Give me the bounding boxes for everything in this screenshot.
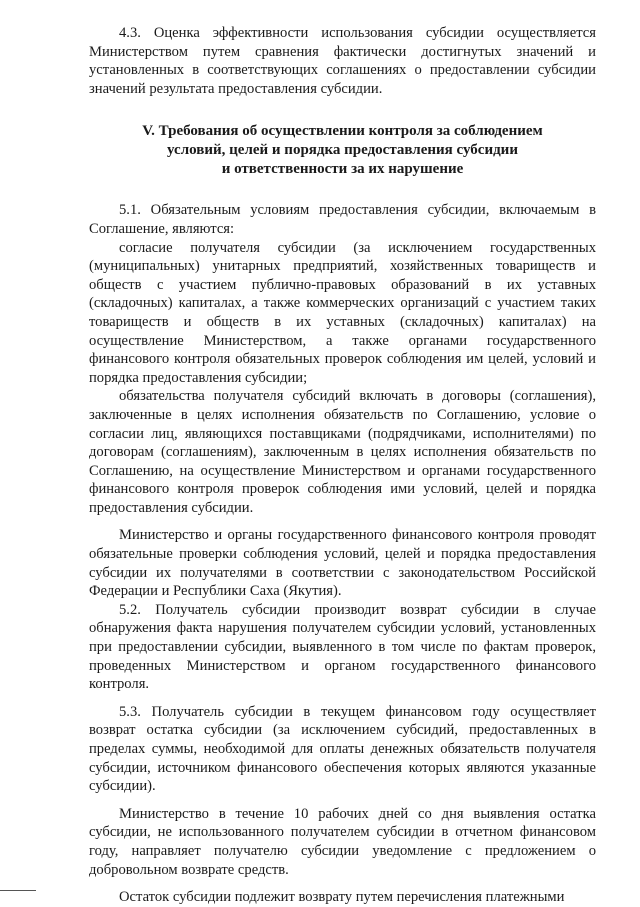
paragraph-notice: Министерство в течение 10 рабочих дней со дня выявления остатка субсидии, не использованного получателем субсидии в отчетном финансовом году, направляет получателю субсидии уведомление с предложением о добровольном возврате средств. [89,805,596,878]
section-heading-line-2: условий, целей и порядка предоставления субсидии [167,142,518,159]
paragraph-obligations: обязательства получателя субсидий включать в договоры (соглашения), заключенные в целях исполнения обязательств по Соглашению, условие о согласии лиц, являющихся поставщиками (подрядчиками, исполнителями) по договорам (соглашениям), заключенным в целях исполнения обязательств по Соглашению, на осуществление Министерством и органами государственного финансового контроля проверок соблюдения ими условий, целей и порядка предоставления субсидии. [89,388,596,516]
paragraph-4-3: 4.3. Оценка эффективности использования субсидии осуществляется Министерством путем сравнения фактически достигнутых значений и установленных в соответствующих соглашениях о предоставлении субсидии значений результата предоставления субсидии. [89,25,596,97]
paragraph-consent: согласие получателя субсидии (за исключением государственных (муниципальных) унитарных предприятий, хозяйственных товариществ и обществ с участием публично-правовых образований в их уставных (складочных) капиталах, а также коммерческих организаций с участием таких товариществ и обществ в их уставных (складочных) капиталах) на осуществление Министерством, а также органами государственного финансового контроля обязательных проверок соблюдения им целей, условий и порядка предоставления субсидии; [89,239,596,386]
section-heading-line-1: V. Требования об осуществлении контроля за соблюдением [142,123,543,140]
paragraph-5-3: 5.3. Получатель субсидии в текущем финансовом году осуществляет возврат остатка субсидии (за исключением субсидий, предоставленных в пределах суммы, необходимой для оплаты денежных обязательств получателя субсидии, источником финансового обеспечения которых являются указанные субсидии). [89,703,596,795]
paragraph-ministry-checks: Министерство и органы государственного финансового контроля проводят обязательные проверки соблюдения условий, целей и порядка предоставления субсидии их получателями в соответствии с законодательством Российской Федерации и Республики Саха (Якутия). [89,527,596,600]
document-page [89,24,596,907]
page-edge-rule [0,890,36,891]
paragraph-5-1: 5.1. Обязательным условиям предоставления субсидии, включаемым в Соглашение, являются: [89,202,596,237]
section-heading-line-3: и ответственности за их нарушение [221,161,464,178]
paragraph-return: Остаток субсидии подлежит возврату путем перечисления платежными [119,889,565,906]
paragraph-5-2: 5.2. Получатель субсидии производит возврат субсидии в случае обнаружения факта нарушения получателем субсидии условий, установленных при предоставлении субсидии, выявленного в том числе по фактам проверок, проведенных Министерством и органом государственного финансового контроля. [89,601,596,693]
section-heading [89,122,596,179]
